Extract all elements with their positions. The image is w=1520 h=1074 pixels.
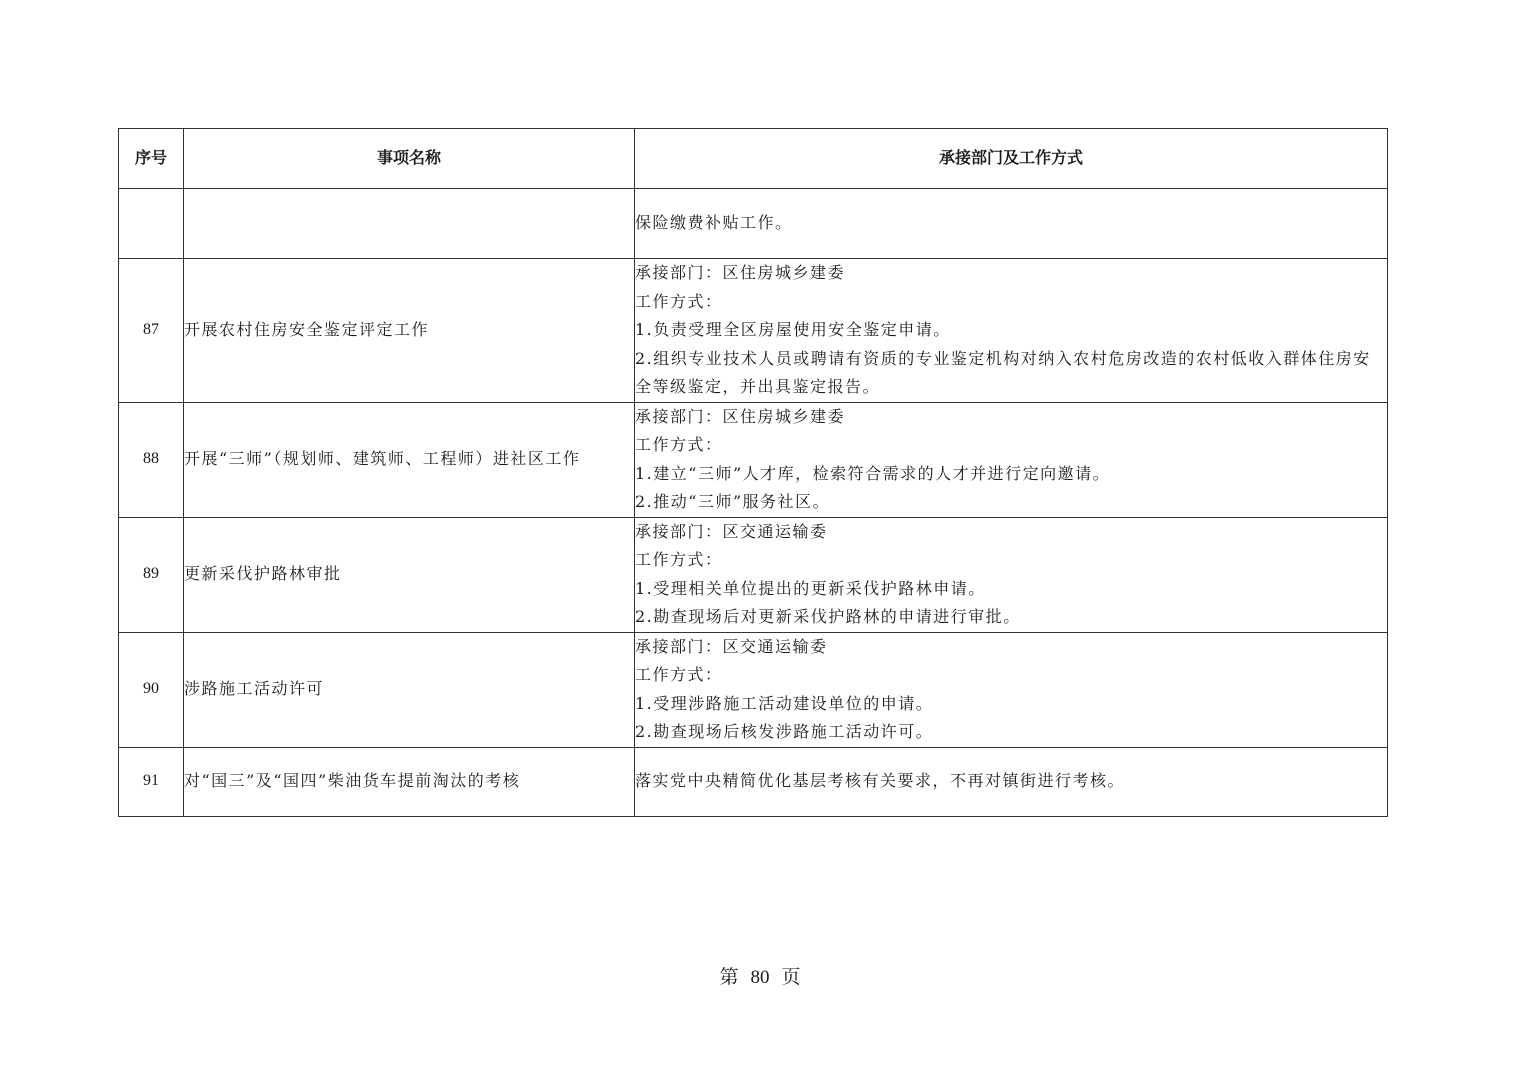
row-name: 开展农村住房安全鉴定评定工作	[184, 259, 635, 403]
method-line: 2.勘查现场后核发涉路施工活动许可。	[635, 722, 934, 741]
row-method	[635, 517, 1388, 632]
method-line: 1.负责受理全区房屋使用安全鉴定申请。	[635, 320, 951, 339]
table-row	[119, 632, 1388, 747]
method-line: 落实党中央精简优化基层考核有关要求，不再对镇街进行考核。	[635, 771, 1126, 791]
method-line: 工作方式：	[635, 550, 723, 569]
method-line: 1.受理相关单位提出的更新采伐护路林申请。	[635, 578, 986, 598]
row-name: 对“国三”及“国四”柴油货车提前淘汰的考核	[184, 747, 635, 816]
page-footer	[0, 962, 1520, 989]
table-row	[119, 259, 1388, 403]
row-name: 涉路施工活动许可	[184, 632, 635, 747]
table-row-continuation	[119, 189, 1388, 259]
row-index	[119, 189, 184, 259]
method-line: 工作方式：	[635, 435, 723, 454]
header-index: 序号	[119, 129, 184, 189]
row-name: 更新采伐护路林审批	[184, 517, 635, 632]
row-name	[184, 189, 635, 259]
row-index: 91	[119, 747, 184, 816]
row-index: 88	[119, 402, 184, 517]
page-suffix: 页	[781, 967, 801, 988]
method-line: 1.受理涉路施工活动建设单位的申请。	[635, 693, 934, 713]
row-name: 开展“三师”（规划师、建筑师、工程师）进社区工作	[184, 402, 635, 517]
method-line: 承接部门：区交通运输委	[635, 521, 828, 541]
header-name: 事项名称	[184, 129, 635, 189]
method-line: 1.建立“三师”人才库，检索符合需求的人才并进行定向邀请。	[635, 463, 1111, 483]
row-method	[635, 632, 1388, 747]
row-index: 87	[119, 259, 184, 403]
method-line: 2.推动“三师”服务社区。	[635, 492, 831, 511]
method-line: 承接部门：区住房城乡建委	[635, 263, 846, 282]
page-number: 80	[750, 967, 770, 988]
method-line: 2.组织专业技术人员或聘请有资质的专业鉴定机构对纳入农村危房改造的农村低收入群体住房安全等级鉴定，并出具鉴定报告。	[635, 348, 1371, 396]
row-method	[635, 402, 1388, 517]
row-index: 90	[119, 632, 184, 747]
row-method	[635, 747, 1388, 816]
method-line: 承接部门：区住房城乡建委	[635, 406, 846, 426]
table-row	[119, 747, 1388, 816]
header-method: 承接部门及工作方式	[635, 129, 1388, 189]
method-line: 保险缴费补贴工作。	[635, 213, 793, 233]
item-table	[118, 128, 1388, 817]
table-header-row	[119, 129, 1388, 189]
table-row	[119, 517, 1388, 632]
row-method	[635, 189, 1388, 259]
page-prefix: 第	[719, 967, 739, 988]
table-row	[119, 402, 1388, 517]
method-line: 承接部门：区交通运输委	[635, 636, 828, 656]
method-line: 工作方式：	[635, 665, 723, 684]
row-index: 89	[119, 517, 184, 632]
method-line: 2.勘查现场后对更新采伐护路林的申请进行审批。	[635, 607, 1021, 626]
method-line: 工作方式：	[635, 291, 723, 311]
row-method	[635, 259, 1388, 403]
